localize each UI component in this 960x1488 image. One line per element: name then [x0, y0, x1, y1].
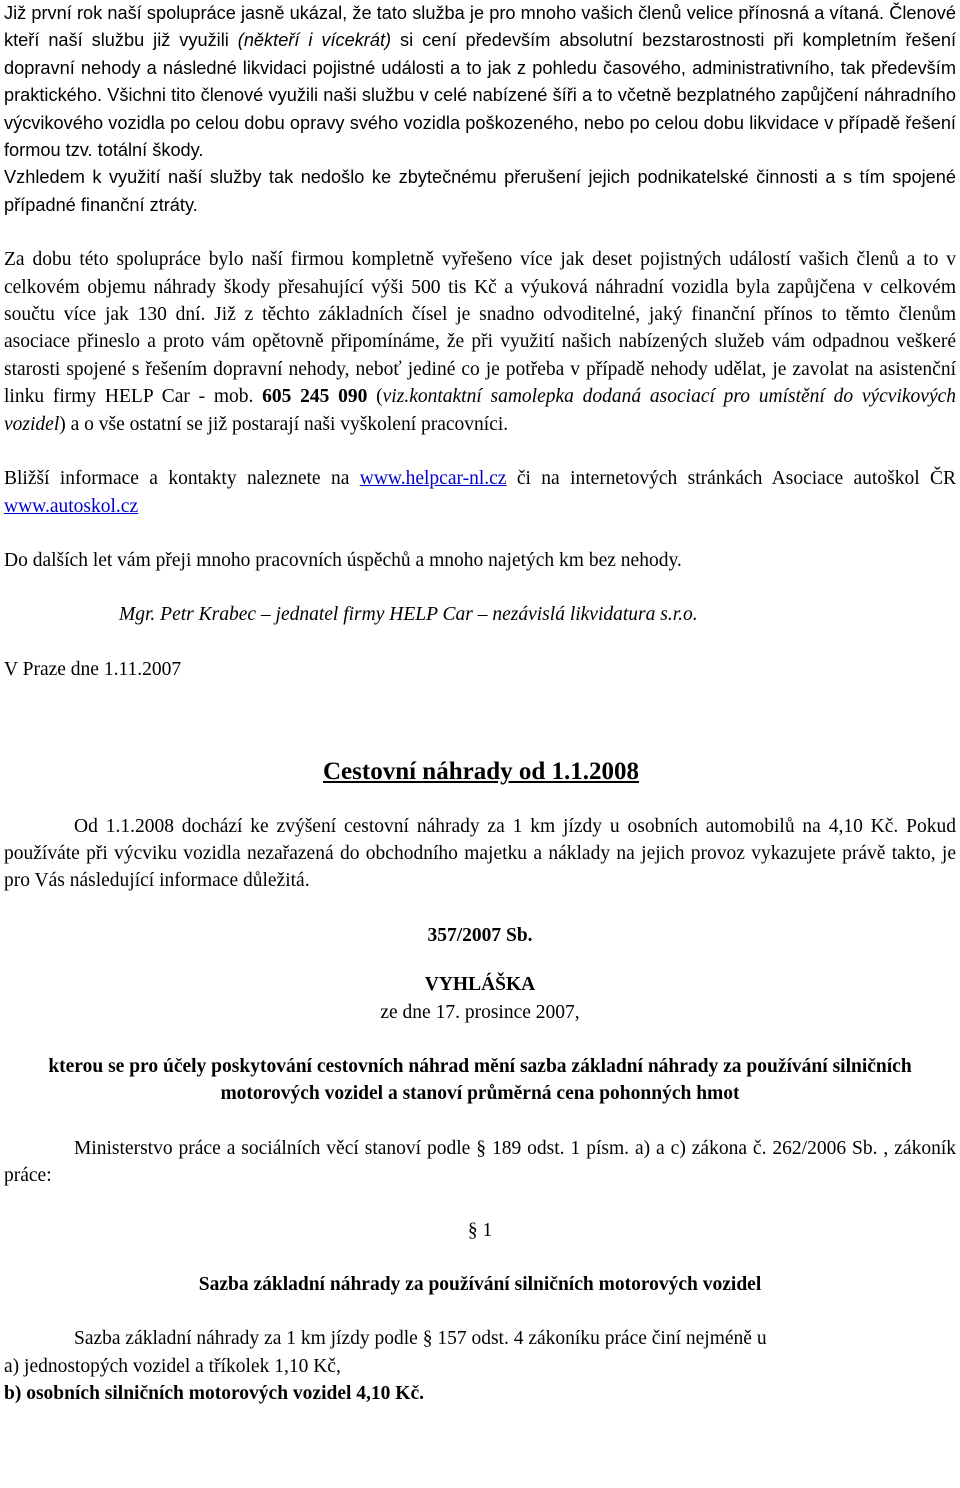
date-line: V Praze dne 1.11.2007: [4, 658, 182, 680]
outcome-paragraph: Vzhledem k využití naší služby tak nedošlo ke zbytečnému přerušení jejich podnikatelské činnosti a s tím spojené případné finanční ztráty.: [4, 167, 956, 215]
intro-paragraph: [4, 0, 956, 164]
section-heading: Cestovní náhrady od 1.1.2008: [322, 758, 639, 786]
paren-open: (: [367, 386, 383, 408]
intro-text-rest: si cení především absolutní bezstarostnosti při kompletním řešení dopravní nehody a následné likvidaci pojistné události a to jak z pohledu časového, administrativního, tak především praktického. Všichni tito členové využili naši službu v celé nabízené šíři a to včetně bezplatného zapůjčení náhradního výcvikového vozidla po celou dobu opravy svého vozidla poškozeného, nebo po celou dobu likvidace v případě řešení formou tzv. totální škody.: [4, 30, 956, 161]
decree-date: ze dne 17. prosince 2007,: [380, 1001, 580, 1023]
wishes-paragraph: Do dalších let vám přeji mnoho pracovních úspěchů a mnoho najetých km bez nehody.: [4, 549, 682, 571]
autoskol-link[interactable]: www.autoskol.cz: [4, 495, 139, 517]
sticker-note: viz.kontaktní samolepka dodaná asociací pro umístění do výcvikových vozidel: [4, 386, 956, 435]
document-page: [4, 0, 956, 1408]
list-item-a: a) jednostopých vozidel a tříkolek 1,10 Kč,: [4, 1355, 341, 1377]
travel-allowance-paragraph: Od 1.1.2008 dochází ke zvýšení cestovní náhrady za 1 km jízdy u osobních automobilů na 4,10 Kč. Pokud používáte při výcviku vozidla nezařazená do obchodního majetku a náklady na jejich provoz vykazujete právě takto, je pro Vás následující informace důležitá.: [4, 815, 956, 892]
cooperation-text: Za dobu této spolupráce bylo naší firmou kompletně vyřešeno více jak deset pojistných událostí vašich členů a to v celkovém objemu náhrady škody přesahující výši 500 tis Kč a výuková náhradní vozidla byla zapůjčena v celkovém součtu více jak 130 dní. Již z těchto základních čísel je snadno odvoditelné, jaký finanční přínos to těmto členům asociace přineslo a proto vám opětovně připomínáme, že při využití našich nabízených služeb vám odpadnou veškeré starosti spojené s řešením dopravní nehody, neboť jediné co je potřeba v případě nehody udělat, je zavolat na asistenční linku firmy HELP Car - mob.: [4, 249, 956, 408]
info-paragraph: [4, 465, 956, 520]
cooperation-text-end: ) a o vše ostatní se již postarají naši vyškolení pracovníci.: [59, 413, 509, 435]
intro-text-members: Členové kteří naší službu již využili: [4, 3, 956, 51]
decree-title: VYHLÁŠKA: [424, 974, 536, 996]
paragraph-number: § 1: [467, 1219, 493, 1241]
ministry-paragraph: Ministerstvo práce a sociálních věcí stanoví podle § 189 odst. 1 písm. a) a c) zákona č. 262/2006 Sb. , zákoník práce:: [4, 1137, 956, 1187]
helpcar-link[interactable]: www.helpcar-nl.cz: [359, 468, 507, 490]
intro-paren: (někteří i vícekrát): [237, 30, 392, 51]
intro-text: Již první rok naší spolupráce jasně ukázal, že tato služba je pro mnoho vašich členů velice přínosná a vítaná.: [4, 3, 885, 23]
paragraph-text: Sazba základní náhrady za 1 km jízdy podle § 157 odst. 4 zákoníku práce činí nejméně u: [74, 1328, 767, 1350]
paragraph-title: Sazba základní náhrady za používání silničních motorových vozidel: [198, 1274, 762, 1295]
info-text-2: či na internetových stránkách Asociace autoškol ČR: [506, 468, 956, 490]
info-text: Bližší informace a kontakty naleznete na: [4, 468, 360, 490]
phone-number: 605 245 090: [262, 386, 368, 408]
decree-subject: kterou se pro účely poskytování cestovních náhrad mění sazba základní náhrady za používání silničních motorových vozidel a stanoví průměrná cena pohonných hmot: [48, 1055, 912, 1105]
list-item-b: b) osobních silničních motorových vozidel 4,10 Kč.: [4, 1383, 424, 1405]
signature: Mgr. Petr Krabec – jednatel firmy HELP Car – nezávislá likvidatura s.r.o.: [119, 604, 698, 626]
decree-number: 357/2007 Sb.: [427, 924, 533, 946]
cooperation-paragraph: [4, 246, 956, 438]
